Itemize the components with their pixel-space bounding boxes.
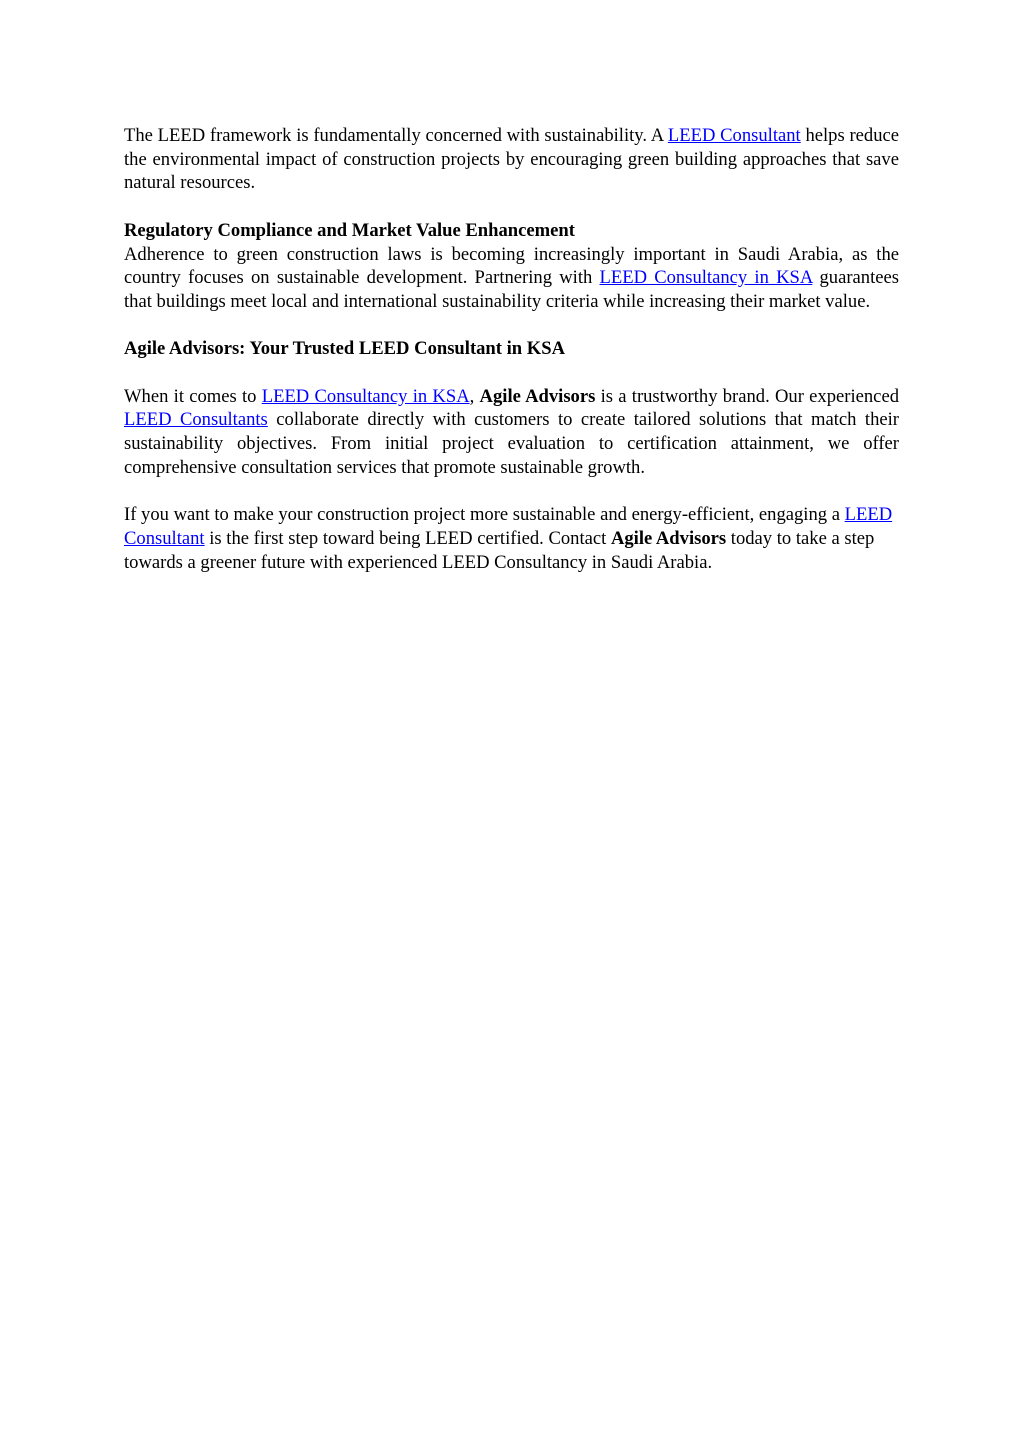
para-3-text-4: collaborate directly with customers to create tailored solutions that match their sustainability objectives. From initial project evaluation to certification attainment, we offer comprehensive consultation services that promote sustainable growth.	[124, 409, 899, 478]
document-page	[124, 124, 899, 574]
agile-advisors-brand: Agile Advisors	[610, 527, 727, 549]
section-1-text-1: Adherence to green construction laws is becoming increasingly important in Saudi Arabia, as the country focuses on sustainable development. Partnering with	[124, 243, 899, 289]
paragraph-spacer	[124, 195, 899, 219]
intro-text-1: The LEED framework is fundamentally concerned with sustainability. A	[124, 125, 668, 146]
para-4-text-3: today to take a step towards a greener future with experienced LEED Consultancy in Saudi Arabia.	[124, 527, 875, 573]
section-1-paragraph	[124, 243, 899, 314]
para-3-text-1: When it comes to	[124, 385, 262, 407]
agile-advisors-brand: Agile Advisors	[479, 385, 596, 407]
section-2-paragraph	[124, 385, 899, 480]
paragraph-spacer	[124, 314, 899, 338]
leed-consultancy-ksa-link[interactable]: LEED Consultancy in KSA	[261, 385, 470, 407]
leed-consultant-link[interactable]: LEED Consultant	[667, 125, 801, 146]
section-2-heading: Agile Advisors: Your Trusted LEED Consultant in KSA	[124, 338, 566, 360]
closing-paragraph	[124, 503, 899, 574]
para-4-text-1: If you want to make your construction project more sustainable and energy-efficient, engaging a	[124, 504, 845, 526]
intro-paragraph	[124, 124, 899, 195]
paragraph-spacer	[124, 480, 899, 504]
leed-consultant-link[interactable]: LEED Consultant	[124, 504, 893, 549]
paragraph-spacer	[124, 361, 899, 385]
leed-consultants-link[interactable]: LEED Consultants	[124, 409, 268, 431]
para-3-text-2: ,	[469, 385, 480, 407]
section-1-text-2: guarantees that buildings meet local and international sustainability criteria while increasing their market value.	[124, 267, 899, 312]
para-4-text-2: is the first step toward being LEED certified. Contact	[204, 527, 611, 549]
leed-consultancy-ksa-link[interactable]: LEED Consultancy in KSA	[599, 267, 813, 289]
intro-text-2: helps reduce the environmental impact of construction projects by encouraging green building approaches that save natural resources.	[124, 125, 899, 194]
para-3-text-3: is a trustworthy brand. Our experienced	[595, 385, 899, 407]
section-1-heading: Regulatory Compliance and Market Value Enhancement	[124, 219, 575, 241]
